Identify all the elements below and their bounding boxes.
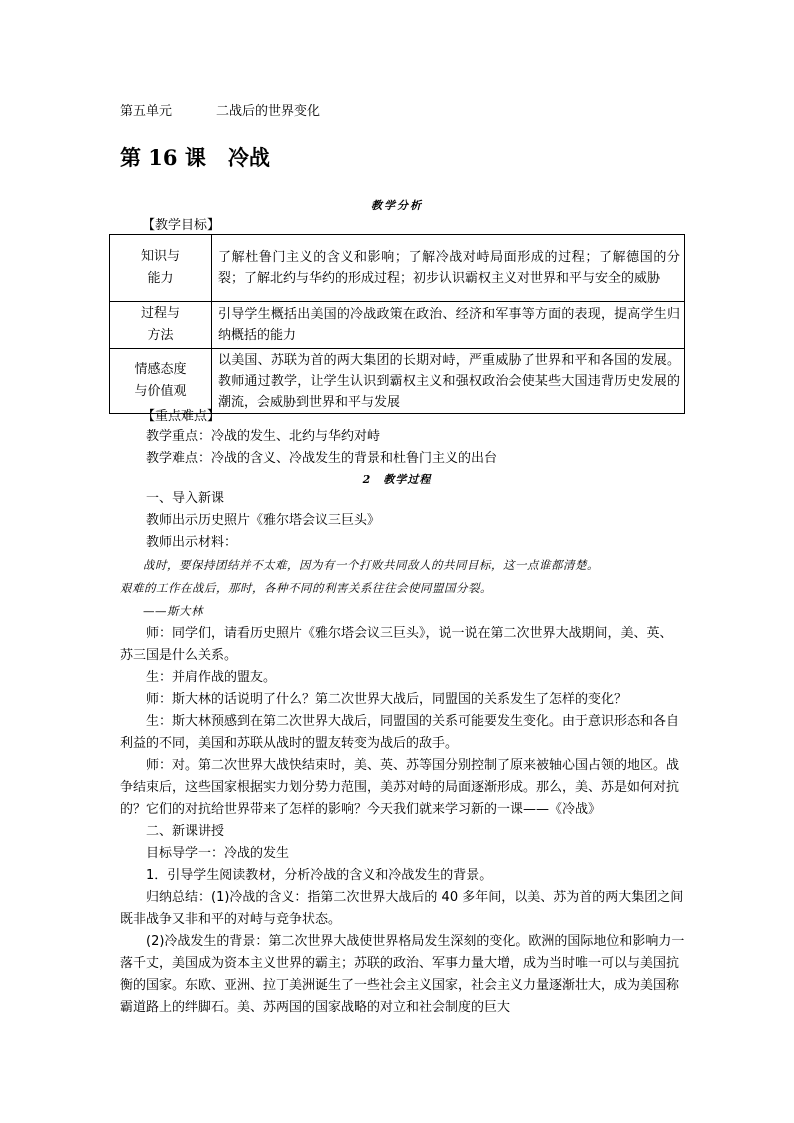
quote-line: 艰难的工作在战后，那时，各种不同的利害关系往往会使同盟国分裂。 bbox=[120, 581, 492, 595]
goal-header-cell: 过程与 方法 bbox=[110, 302, 212, 349]
section-title: 一、导入新课 bbox=[146, 491, 225, 506]
dialogue: 师：同学们，请看历史照片《雅尔塔会议三巨头》，说一说在第二次世界大战期间，美、英、苏三国是什么关系。 bbox=[120, 626, 673, 663]
paragraph: 1．引导学生阅读教材，分析冷战的含义和冷战发生的背景。 bbox=[146, 868, 493, 883]
goal-content-cell: 了解杜鲁门主义的含义和影响；了解冷战对峙局面形成的过程；了解德国的分裂；了解北约与华约的形成过程；初步认识霸权主义对世界和平与安全的威胁 bbox=[212, 235, 685, 302]
dialogue: 生：并肩作战的盟友。 bbox=[146, 670, 277, 685]
lesson-title bbox=[120, 142, 270, 172]
key-points-block bbox=[120, 426, 685, 470]
goal-header-cell: 知识与 能力 bbox=[110, 235, 212, 302]
subsection-title: 目标导学一：冷战的发生 bbox=[146, 846, 290, 861]
paragraph: (2)冷战发生的背景：第二次世界大战使世界格局发生深刻的变化。欧洲的国际地位和影响力一落千丈，美国成为资本主义世界的霸主；苏联的政治、军事力量大增，成为当时唯一可以与美国抗衡的国家。东欧、亚洲、拉丁美洲诞生了一些社会主义国家，社会主义力量逐渐壮大，成为美国称霸道路上的绊脚石。美、苏两国的国家战略的对立和社会制度的巨大 bbox=[120, 934, 685, 1015]
key-points: 教学重点：冷战的发生、北约与华约对峙 bbox=[146, 429, 381, 444]
difficult-points: 教学难点：冷战的含义、冷战发生的背景和杜鲁门主义的出台 bbox=[146, 451, 498, 466]
lesson-number: 第 16 课 bbox=[120, 145, 206, 170]
quote-line: 战时，要保持团结并不太难，因为有一个打败共同敌人的共同目标，这一点谁都清楚。 bbox=[143, 558, 599, 572]
goal-content-cell: 引导学生概括出美国的冷战政策在政治、经济和军事等方面的表现，提高学生归纳概括的能力 bbox=[212, 302, 685, 349]
section-title: 二、新课讲授 bbox=[146, 824, 225, 839]
goals-heading: 【教学目标】 bbox=[142, 218, 221, 233]
unit-header bbox=[120, 100, 320, 119]
paragraph: 教师出示历史照片《雅尔塔会议三巨头》 bbox=[146, 513, 381, 528]
paragraph: 归纳总结：(1)冷战的含义：指第二次世界大战后的 40 多年间，以美、苏为首的两大集团之间既非战争又非和平的对峙与竞争状态。 bbox=[120, 890, 684, 927]
goal-content-cell: 以美国、苏联为首的两大集团的长期对峙，严重威胁了世界和平和各国的发展。教师通过教学，让学生认识到霸权主义和强权政治会使某些大国违背历史发展的潮流，会威胁到世界和平与发展 bbox=[212, 349, 685, 414]
table-row bbox=[110, 302, 685, 349]
unit-name: 二战后的世界变化 bbox=[216, 104, 321, 119]
table-row bbox=[110, 235, 685, 302]
dialogue: 师：斯大林的话说明了什么？第二次世界大战后，同盟国的关系发生了怎样的变化？ bbox=[146, 692, 628, 707]
table-row bbox=[110, 349, 685, 414]
quote-author: ——斯大林 bbox=[143, 604, 203, 618]
goal-header-cell: 情感态度 与价值观 bbox=[110, 349, 212, 414]
key-heading: 【重点难点】 bbox=[142, 409, 221, 424]
dialogue: 师：对。第二次世界大战快结束时，美、英、苏等国分别控制了原来被轴心国占领的地区。战争结束后，这些国家根据实力划分势力范围，美苏对峙的局面逐渐形成。那么，美、苏是如何对抗的？它们的对抗给世界带来了怎样的影响？今天我们就来学习新的一课——《冷战》 bbox=[120, 758, 680, 817]
process-label: 2 教学过程 bbox=[362, 473, 432, 486]
analysis-label: 教学分析 bbox=[371, 199, 423, 212]
dialogue: 生：斯大林预感到在第二次世界大战后，同盟国的关系可能要发生变化。由于意识形态和各自利益的不同，美国和苏联从战时的盟友转变为战后的敌手。 bbox=[120, 714, 680, 751]
lesson-name: 冷战 bbox=[227, 145, 270, 170]
unit-number: 第五单元 bbox=[120, 104, 173, 119]
lesson-body bbox=[120, 488, 685, 1019]
paragraph: 教师出示材料： bbox=[146, 535, 238, 550]
goals-table bbox=[109, 234, 685, 414]
